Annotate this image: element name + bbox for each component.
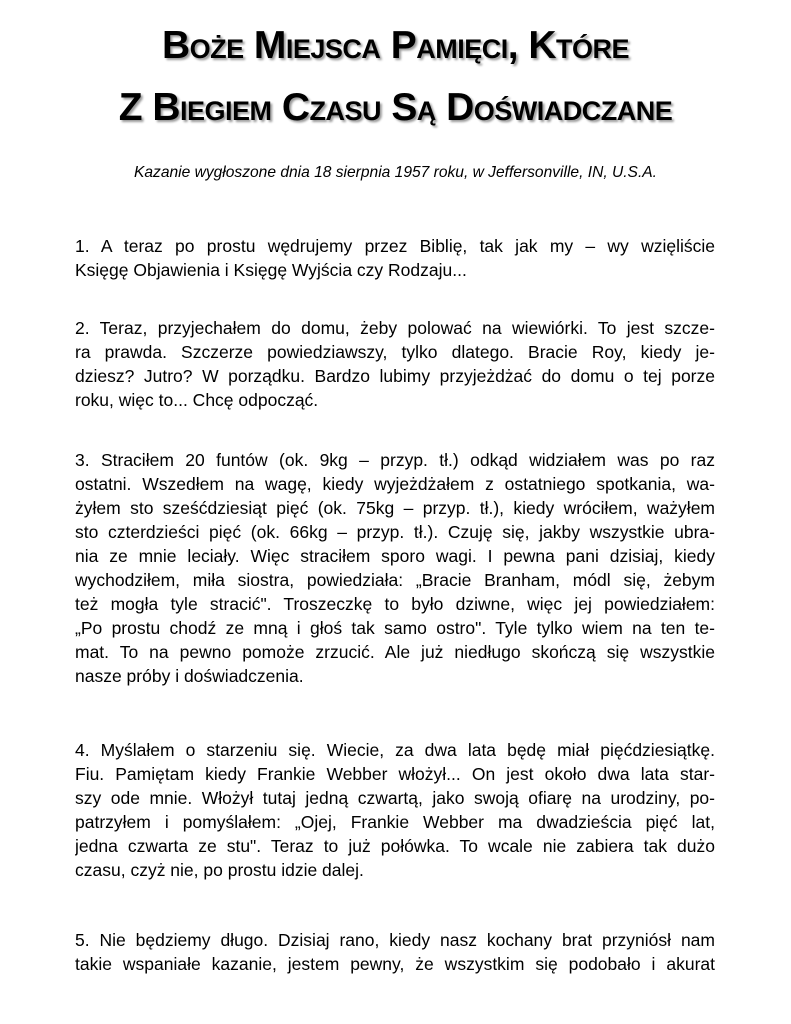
paragraph-line: nasze próby i doświadczenia.: [75, 666, 304, 686]
paragraph-line: szy ode mnie. Włożył tutaj jedną czwartą, jako swoją ofiarę na urodziny, po-: [75, 788, 715, 808]
paragraph-line: 2. Teraz, przyjechałem do domu, żeby polować na wiewiórki. To jest szcze-: [75, 318, 715, 338]
paragraph-line: ra prawda. Szczerze powiedziawszy, tylko dlatego. Bracie Roy, kiedy je-: [75, 342, 715, 362]
paragraph-line: też mogła tyle stracić". Troszeczkę to było dziwne, więc jej powiedziałem:: [75, 594, 715, 614]
paragraph-line: 1. A teraz po prostu wędrujemy przez Biblię, tak jak my – wy wzięliście: [75, 236, 715, 256]
paragraph-3: [75, 448, 715, 688]
paragraph-line: Księgę Objawienia i Księgę Wyjścia czy Rodzaju...: [75, 260, 467, 280]
paragraph-line: 5. Nie będziemy długo. Dzisiaj rano, kiedy nasz kochany brat przyniósł nam: [75, 930, 715, 950]
paragraph-line: sto czterdzieści pięć (ok. 66kg – przyp. tł.). Czuję się, jakby wszystkie ubra-: [75, 522, 715, 542]
paragraph-line: 3. Straciłem 20 funtów (ok. 9kg – przyp. tł.) odkąd widziałem was po raz: [75, 450, 715, 470]
paragraph-2: [75, 316, 715, 412]
paragraph-5: [75, 928, 715, 976]
paragraph-4: [75, 738, 715, 882]
paragraph-line: 4. Myślałem o starzeniu się. Wiecie, za dwa lata będę miał pięćdziesiątkę.: [75, 740, 715, 760]
paragraph-line: wychodziłem, miła siostra, powiedziała: „Bracie Branham, módl się, żebym: [75, 570, 715, 590]
paragraph-1: [75, 234, 715, 282]
document-subtitle: Kazanie wygłoszone dnia 18 sierpnia 1957 roku, w Jeffersonville, IN, U.S.A.: [133, 164, 657, 181]
paragraph-line: dziesz? Jutro? W porządku. Bardzo lubimy przyjeżdżać do domu o tej porze: [75, 366, 715, 386]
paragraph-line: roku, więc to... Chcę odpocząć.: [75, 390, 319, 410]
paragraph-line: żyłem sto sześćdziesiąt pięć (ok. 75kg – przyp. tł.), kiedy wróciłem, ważyłem: [75, 498, 715, 518]
paragraph-line: „Po prostu chodź ze mną i głoś tak samo ostro". Tyle tylko wiem na ten te-: [75, 618, 715, 638]
paragraph-line: nia ze mnie leciały. Więc straciłem sporo wagi. I pewna pani dzisiaj, kiedy: [75, 546, 715, 566]
paragraph-line: Fiu. Pamiętam kiedy Frankie Webber włożył... On jest około dwa lata star-: [75, 764, 715, 784]
paragraph-line: takie wspaniałe kazanie, jestem pewny, że wszystkim się podobało i akurat: [75, 954, 715, 974]
paragraph-line: mat. To na pewno pomoże zrzucić. Ale już niedługo skończą się wszystkie: [75, 642, 715, 662]
paragraph-line: ostatni. Wszedłem na wagę, kiedy wyjeżdżałem z ostatniego spotkania, wa-: [75, 474, 715, 494]
paragraph-line: jedna czwarta ze stu". Teraz to już połówka. To wcale nie zabiera tak dużo: [75, 836, 715, 856]
document-title-line-2: Z Biegiem Czasu Są Doświadczane: [118, 86, 673, 129]
paragraph-line: patrzyłem i pomyślałem: „Ojej, Frankie Webber ma dwadzieścia pięć lat,: [75, 812, 715, 832]
document-title-line-1: Boże Miejsca Pamięci, Które: [161, 24, 630, 67]
paragraph-line: czasu, czyż nie, po prostu idzie dalej.: [75, 860, 364, 880]
